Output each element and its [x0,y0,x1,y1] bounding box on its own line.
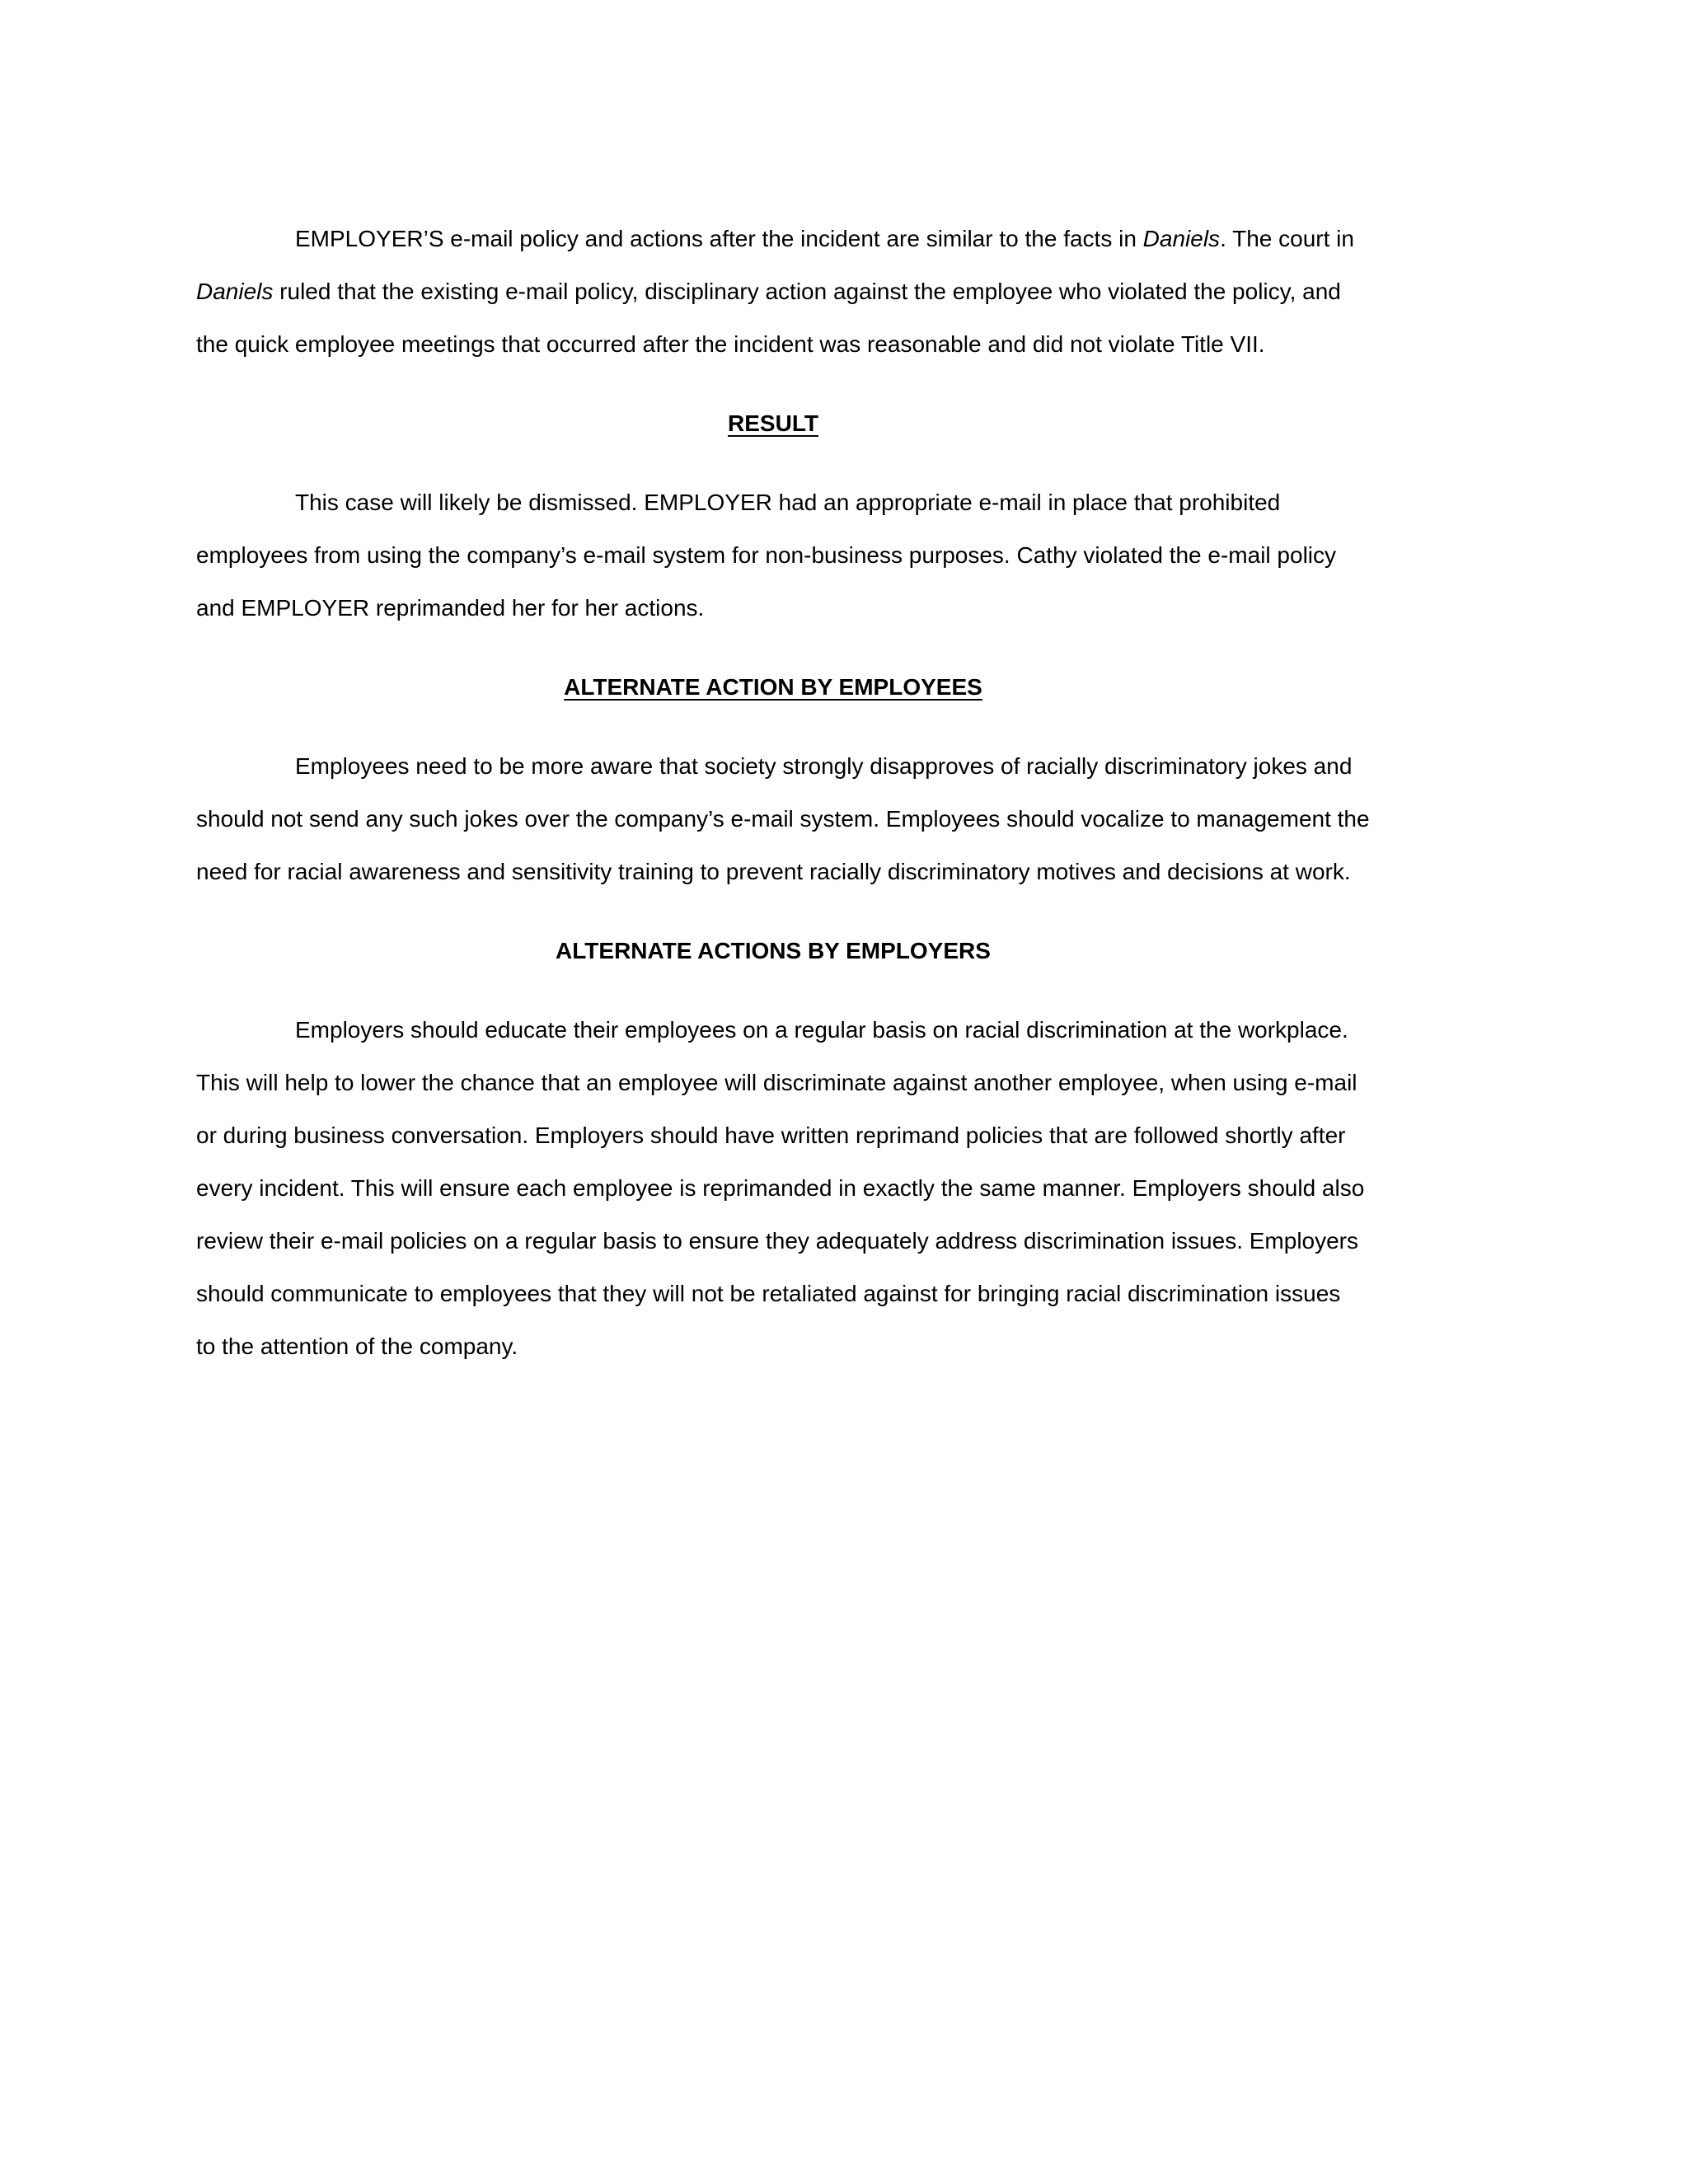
paragraph-result [196,476,1350,635]
heading-alternate-action-employees [196,661,1350,714]
heading-result [196,397,1350,450]
text-line: review their e-mail policies on a regular basis to ensure they adequately address discrimination issues. Employers [196,1228,1359,1254]
text-line: Employers should educate their employees on a regular basis on racial discrimination at the workplace. [295,1017,1348,1043]
case-name-italic: Daniels [1142,226,1221,251]
text-line: This case will likely be dismissed. EMPLOYER had an appropriate e-mail in place that prohibited [295,490,1281,515]
heading-text: ALTERNATE ACTIONS BY EMPLOYERS [556,938,991,963]
case-name-italic: Daniels [196,279,274,304]
text-line: employees from using the company’s e-mail system for non-business purposes. Cathy violated the e-mail policy [196,542,1337,568]
text-line: should not send any such jokes over the company’s e-mail system. Employees should vocalize to management the [196,806,1370,832]
text-run: EMPLOYER’S e-mail policy and actions after the incident are similar to the facts in [295,226,1143,251]
text-line: or during business conversation. Employers should have written reprimand policies that are followed shortly after [196,1122,1346,1148]
text-line: to the attention of the company. [196,1333,518,1359]
text-line: every incident. This will ensure each employee is reprimanded in exactly the same manner. Employers should also [196,1175,1365,1201]
text-line: need for racial awareness and sensitivity training to prevent racially discriminatory motives and decisions at work. [196,859,1351,884]
text-line: should communicate to employees that they will not be retaliated against for bringing racial discrimination issues [196,1281,1341,1306]
text-run: . The court in [1220,226,1354,251]
text-line: This will help to lower the chance that an employee will discriminate against another employee, when using e-mail [196,1070,1357,1095]
paragraph-employers [196,1004,1365,1373]
text-line: and EMPLOYER reprimanded her for her actions. [196,595,705,621]
paragraph-employees [196,740,1370,898]
text-line: the quick employee meetings that occurred after the incident was reasonable and did not violate Title VII. [196,331,1265,357]
text-line [196,213,1354,265]
text-line: Employees need to be more aware that society strongly disapproves of racially discriminatory jokes and [295,753,1353,779]
text-line [196,265,1350,318]
document-body [196,213,1370,1373]
text-run: ruled that the existing e-mail policy, disciplinary action against the employee who violated the policy, and [273,279,1341,304]
heading-text: ALTERNATE ACTION BY EMPLOYEES [564,674,982,700]
heading-text: RESULT [728,410,818,436]
paragraph-daniels-comparison [196,213,1354,371]
heading-alternate-actions-employers [196,925,1350,977]
